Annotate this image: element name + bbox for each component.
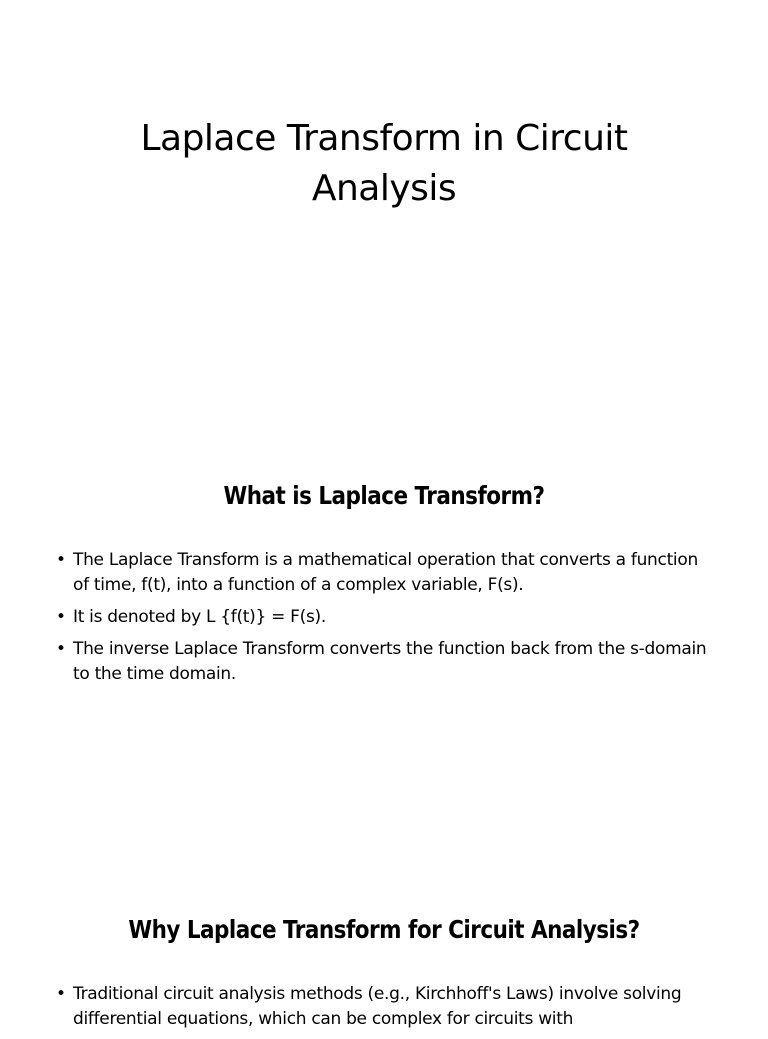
bullet-text: Traditional circuit analysis methods (e.g., Kirchhoff's Laws) involve solving differential equations, which can be complex for circuits with [73,984,682,1029]
content-slide-why-laplace [0,864,768,1029]
title-slide [0,0,768,432]
bullet-text: The Laplace Transform is a mathematical operation that converts a function of time, f(t), into a function of a complex variable, F(s). [73,550,698,595]
bullet-item [56,548,716,598]
slide-heading: Why Laplace Transform for Circuit Analysis? [128,915,640,944]
bullet-marker: • [56,639,66,659]
presentation-title: Laplace Transform in Circuit Analysis [140,118,628,209]
bullet-list [56,982,716,1039]
slide-heading: What is Laplace Transform? [223,481,545,510]
bullet-item [56,982,716,1032]
bullet-text: It is denoted by L {f(t)} = F(s). [73,607,326,627]
bullet-marker: • [56,607,66,627]
bullet-item [56,605,716,630]
bullet-text: The inverse Laplace Transform converts the function back from the s-domain to the time domain. [73,639,707,684]
content-slide-what-is [0,432,768,864]
bullet-marker: • [56,550,66,570]
bullet-item [56,637,716,687]
bullet-list [56,548,716,694]
bullet-marker: • [56,984,66,1004]
